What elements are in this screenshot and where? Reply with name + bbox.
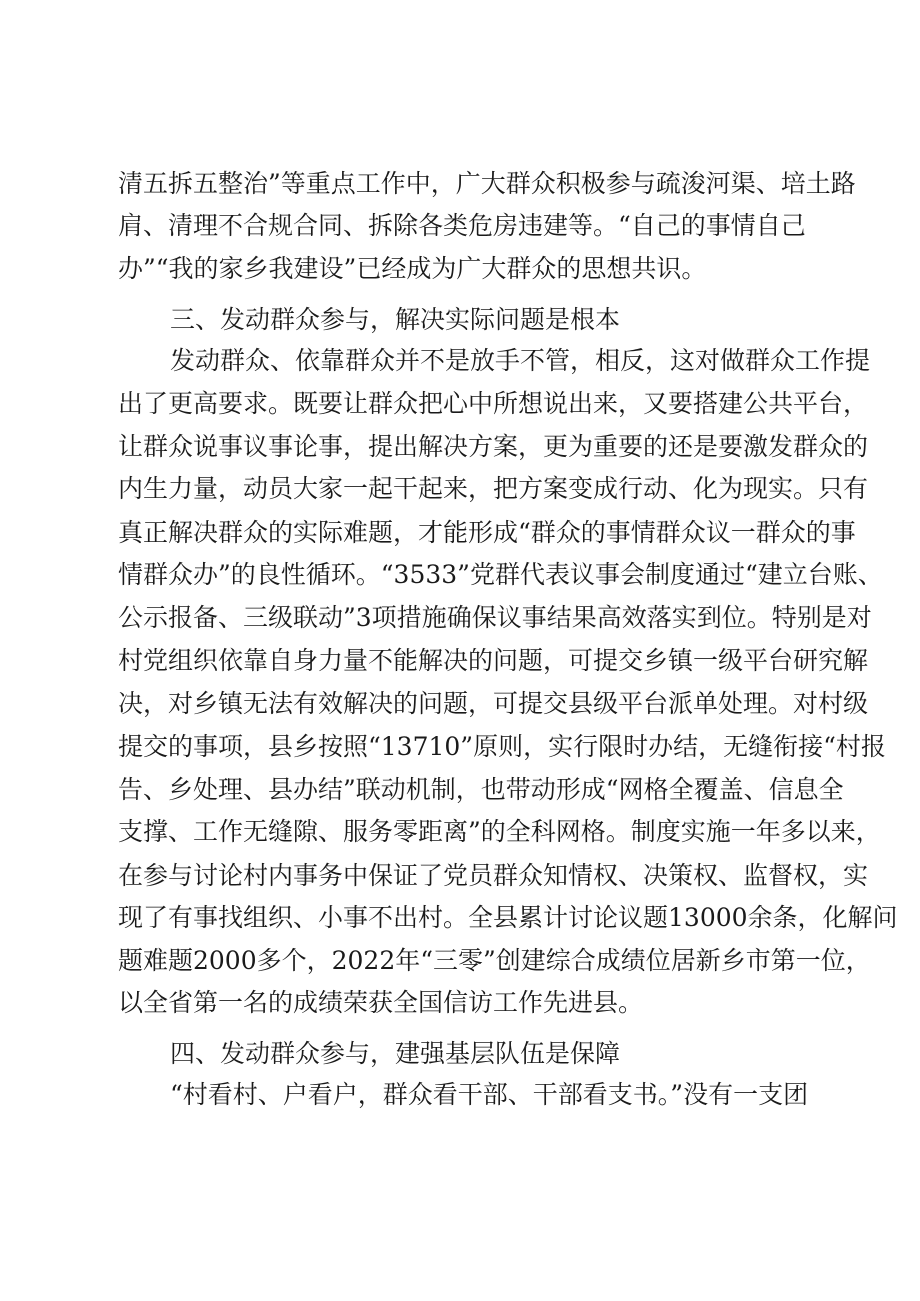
paragraph-line: 村党组织依靠自身力量不能解决的问题，可提交乡镇一级平台研究解 <box>118 646 869 675</box>
paragraph-line: 出了更高要求。既要让群众把心中所想说出来，又要搭建公共平台， <box>118 389 869 418</box>
paragraph-line: 情群众办”的良性循环。“3533”党群代表议事会制度通过“建立台账、 <box>118 560 883 589</box>
section-heading-3: 三、发动群众参与，解决实际问题是根本 <box>170 305 621 334</box>
paragraph-line: 以全省第一名的成绩荣获全国信访工作先进县。 <box>118 988 644 1017</box>
paragraph-line: 让群众说事议事论事，提出解决方案，更为重要的还是要激发群众的 <box>118 432 869 461</box>
paragraph-line: 支撑、工作无缝隙、服务零距离”的全科网格。制度实施一年多以来， <box>118 817 881 846</box>
paragraph-line: 决，对乡镇无法有效解决的问题，可提交县级平台派单处理。对村级 <box>118 689 869 718</box>
section-heading-4: 四、发动群众参与，建强基层队伍是保障 <box>170 1039 621 1068</box>
paragraph-line: 公示报备、三级联动”3项措施确保议事结果高效落实到位。特别是对 <box>118 603 872 632</box>
paragraph-line: 提交的事项，县乡按照“13710”原则，实行限时办结，无缝衔接“村报 <box>118 732 886 761</box>
paragraph-line: 真正解决群众的实际难题，才能形成“群众的事情群众议一群众的事 <box>118 518 856 547</box>
paragraph-line: 现了有事找组织、小事不出村。全县累计讨论议题13000余条，化解问 <box>118 903 898 932</box>
paragraph-line: 肩、清理不合规合同、拆除各类危房违建等。“自己的事情自己 <box>118 211 806 240</box>
paragraph-line: 在参与讨论村内事务中保证了党员群众知情权、决策权、监督权，实 <box>118 861 869 890</box>
paragraph-line: “村看村、户看户，群众看干部、干部看支书。”没有一支团 <box>170 1080 809 1109</box>
paragraph-line: 告、乡处理、县办结”联动机制，也带动形成“网格全覆盖、信息全 <box>118 775 844 804</box>
paragraph-line: 内生力量，动员大家一起干起来，把方案变成行动、化为现实。只有 <box>118 474 869 503</box>
paragraph-line: 发动群众、依靠群众并不是放手不管，相反，这对做群众工作提 <box>170 346 871 375</box>
paragraph-line: 清五拆五整治”等重点工作中，广大群众积极参与疏浚河渠、培土路 <box>118 169 856 198</box>
paragraph-line: 题难题2000多个，2022年“三零”创建综合成绩位居新乡市第一位， <box>118 946 871 975</box>
paragraph-line: 办”“我的家乡我建设”已经成为广大群众的思想共识。 <box>118 254 707 283</box>
